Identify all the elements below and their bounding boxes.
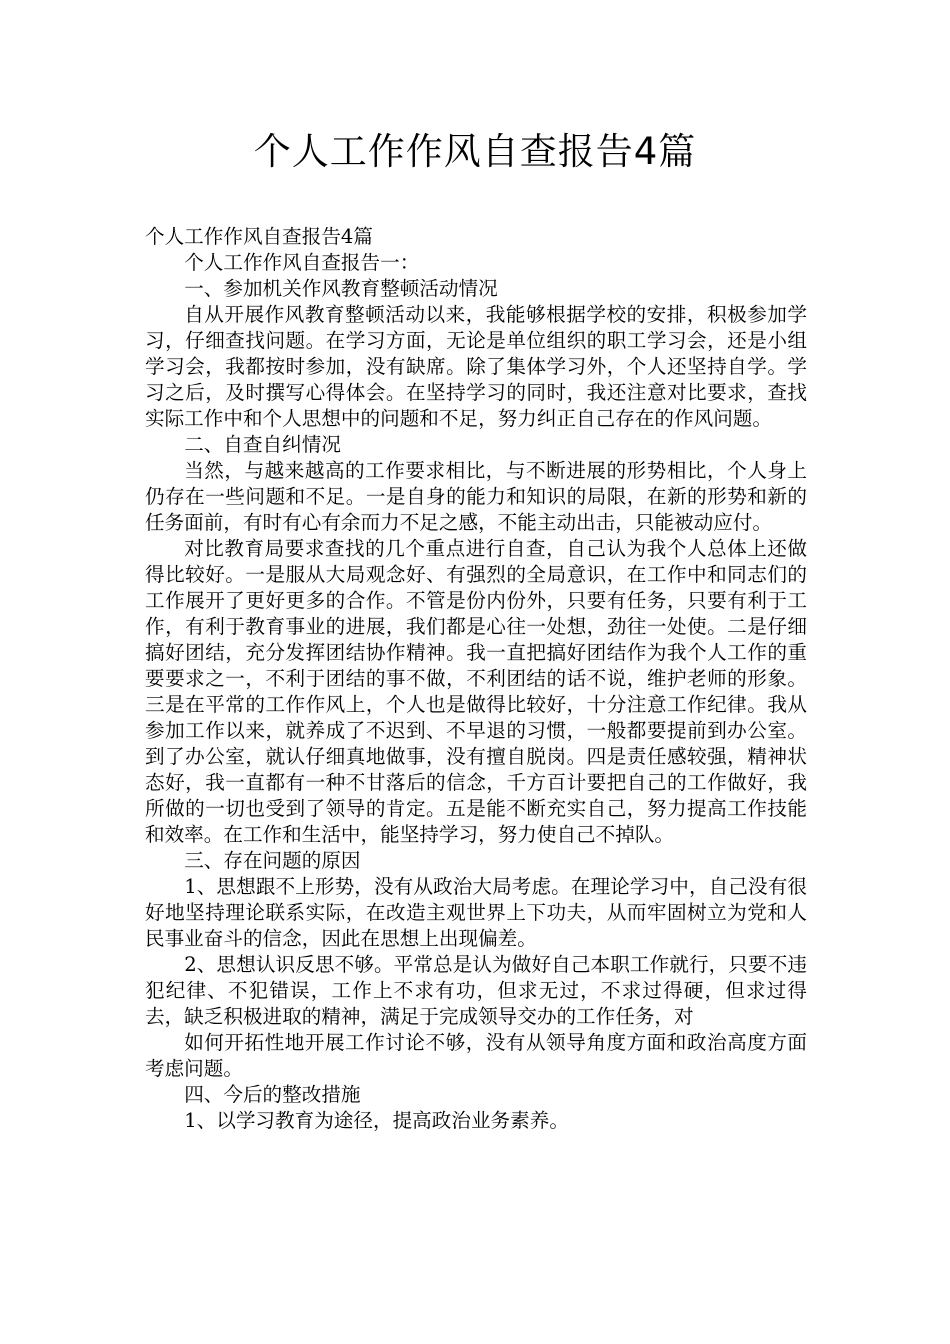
paragraph: 1、思想跟不上形势，没有从政治大局考虑。在理论学习中，自己没有很好地坚持理论联系实际，在改造主观世界上下功夫，从而牢固树立为党和人民事业奋斗的信念，因此在思想上出现偏差。 xyxy=(145,875,807,950)
paragraph: 如何开拓性地开展工作讨论不够，没有从领导角度方面和政治高度方面考虑问题。 xyxy=(145,1031,807,1080)
paragraph: 2、思想认识反思不够。平常总是认为做好自己本职工作就行，只要不违犯纪律、不犯错误，工作上不求有功，但求无过，不求过得硬，但求过得去，缺乏积极进取的精神，满足于完成领导交办的工作任务，对 xyxy=(145,953,807,1028)
section-heading: 一、参加机关作风教育整顿活动情况 xyxy=(184,277,498,300)
page-title: 个人工作作风自查报告4篇 xyxy=(253,130,697,173)
section-heading: 二、自查自纠情况 xyxy=(184,433,341,456)
paragraph: 对比教育局要求查找的几个重点进行自查，自己认为我个人总体上还做得比较好。一是服从大局观念好、有强烈的全局意识，在工作中和同志们的工作展开了更好更多的合作。不管是份内份外，只要有任务，只要有利于工作，有利于教育事业的进展，我们都是心往一处想，劲往一处使。二是仔细搞好团结，充分发挥团结协作精神。我一直把搞好团结作为我个人工作的重要要求之一，不利于团结的事不做，不利团结的话不说，维护老师的形象。三是在平常的工作作风上，个人也是做得比较好，十分注意工作纪律。我从参加工作以来，就养成了不迟到、不早退的习惯，一般都要提前到办公室。到了办公室，就认仔细真地做事，没有擅自脱岗。四是责任感较强，精神状态好，我一直都有一种不甘落后的信念，千方百计要把自己的工作做好，我所做的一切也受到了领导的肯定。五是能不断充实自己，努力提高工作技能和效率。在工作和生活中，能坚持学习，努力使自己不掉队。 xyxy=(145,537,807,846)
paragraph: 自从开展作风教育整顿活动以来，我能够根据学校的安排，积极参加学习，仔细查找问题。在学习方面，无论是单位组织的职工学习会，还是小组学习会，我都按时参加，没有缺席。除了集体学习外，个人还坚持自学。学习之后，及时撰写心得体会。在坚持学习的同时，我还注意对比要求，查找实际工作中和个人思想中的问题和不足，努力纠正自己存在的作风问题。 xyxy=(145,303,807,430)
paragraph: 1、以学习教育为途径，提高政治业务素养。 xyxy=(184,1109,569,1132)
section-heading: 四、今后的整改措施 xyxy=(184,1083,361,1106)
paragraph: 个人工作作风自查报告4篇 xyxy=(145,225,373,248)
paragraph: 个人工作作风自查报告一： xyxy=(184,251,420,274)
document-body xyxy=(145,224,807,1134)
paragraph: 当然，与越来越高的工作要求相比，与不断进展的形势相比，个人身上仍存在一些问题和不足。一是自身的能力和知识的局限，在新的形势和新的任务面前，有时有心有余而力不足之感，不能主动出击，只能被动应付。 xyxy=(145,459,807,534)
section-heading: 三、存在问题的原因 xyxy=(184,849,361,872)
